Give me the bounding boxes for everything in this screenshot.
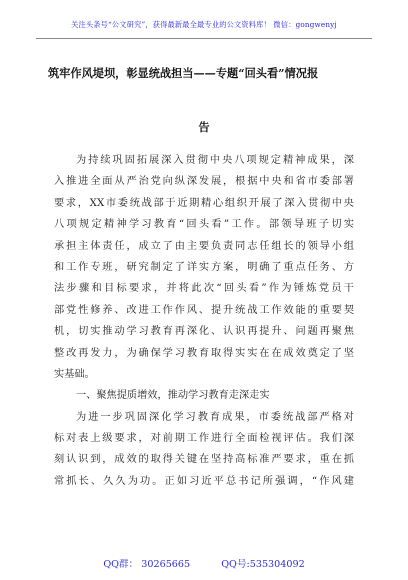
paragraph-line: 要求，XX市委统战部于近期精心组织开展了深入贯彻中央 xyxy=(54,197,354,209)
paragraph-line: 机，切实推动学习教育再深化、认识再提升、问题再聚焦 xyxy=(54,326,354,338)
header-divider xyxy=(36,38,372,39)
paragraph-line: 为进一步巩固深化学习教育成果，市委统战部严格对 xyxy=(76,411,354,423)
paragraph-line: 八项规定精神学习教育“回头看”工作。部领导班子切实 xyxy=(54,219,354,231)
paragraph-line: 实基础。 xyxy=(54,368,95,380)
paragraph-line: 和工作专班，研究制定了详实方案，明确了重点任务、方 xyxy=(54,261,354,273)
paragraph-line: 整改再发力，为确保学习教育取得实实在在成效奠定了坚 xyxy=(54,347,354,359)
footer-contact xyxy=(0,556,408,570)
document-title-line-1: 筑牢作风堤坝，彰显统战担当——专题“回头看”情况报 xyxy=(48,66,319,80)
paragraph-line: 部党性修养、改进工作作风、提升统战工作效能的重要契 xyxy=(54,304,354,316)
header-banner: 关注头条号“公文研究”，获得最新最全最专业的公文资料库！ 微信：gongwenyj xyxy=(71,20,337,29)
body-paragraph-1 xyxy=(54,150,354,492)
footer-qq-number: QQ号:535304092 xyxy=(221,559,305,570)
paragraph-line: 入推进全面从严治党向纵深发展，根据中央和省市委部署 xyxy=(54,176,354,188)
paragraph-line: 承担主体责任，成立了由主要负责同志任组长的领导小组 xyxy=(54,240,354,252)
footer-qq-group: QQ群： 30265665 xyxy=(103,559,191,570)
paragraph-line: 为持续巩固拓展深入贯彻中央八项规定精神成果，深 xyxy=(76,155,354,166)
document-title-line-2: 告 xyxy=(198,120,210,134)
paragraph-line: 标对表上级要求，对前期工作进行全面检视评估。我们深 xyxy=(54,433,354,445)
paragraph-line: 刻认识到，成效的取得关键在坚持高标准严要求，重在抓 xyxy=(54,454,354,466)
paragraph-line: 法步骤和目标要求，并将此次“回头看”作为锤炼党员干 xyxy=(54,283,354,295)
paragraph-line: 常抓长、久久为功。正如习近平总书记所强调，“作风建 xyxy=(54,475,354,487)
section-heading: 一、聚焦提质增效，推动学习教育走深走实 xyxy=(76,390,270,402)
